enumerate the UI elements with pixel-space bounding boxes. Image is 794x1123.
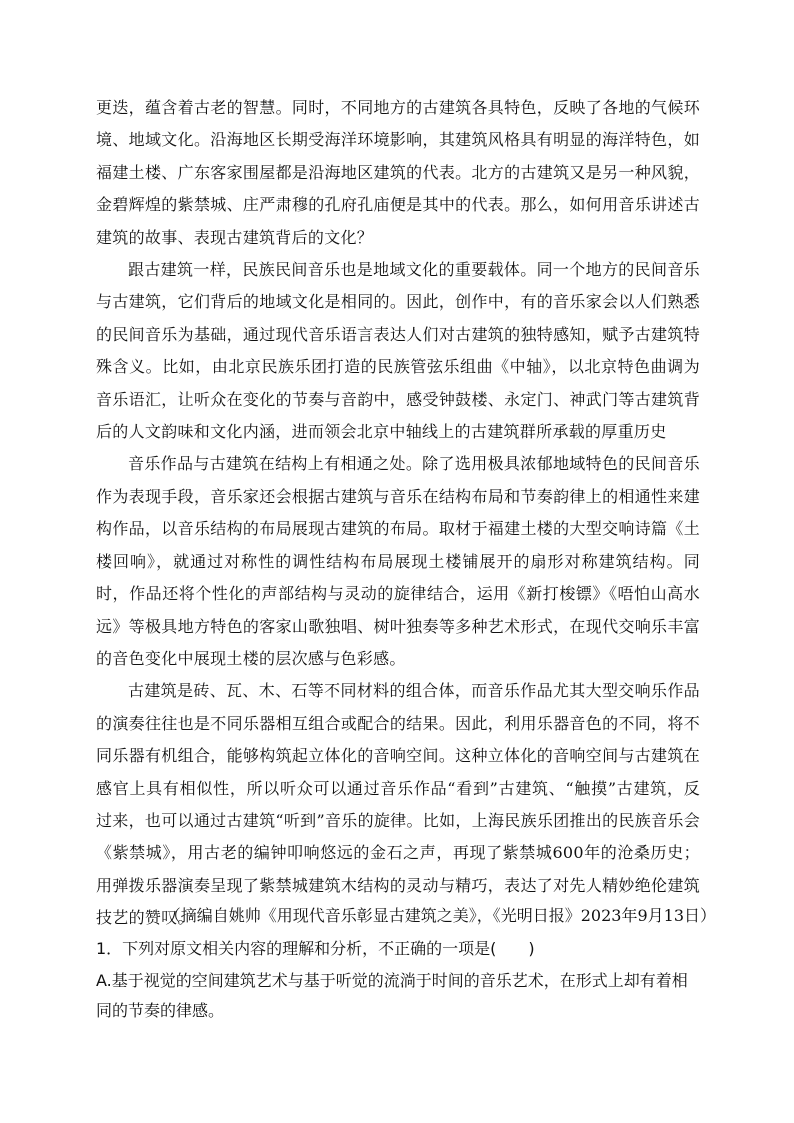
question-block: [96, 934, 700, 1026]
question-option-a: A.基于视觉的空间建筑艺术与基于听觉的流淌于时间的音乐艺术，在形式上却有着相同的节奏的律感。: [96, 971, 688, 1020]
article-source: （摘编自姚帅《用现代音乐彰显古建筑之美》，《光明日报》2023年9月13日）: [164, 906, 716, 925]
article-paragraph-2: 跟古建筑一样，民族民间音乐也是地域文化的重要载体。同一个地方的民间音乐与古建筑，它们背后的地域文化是相同的。因此，创作中，有的音乐家会以人们熟悉的民间音乐为基础，通过现代音乐语言表达人们对古建筑的独特感知，赋予古建筑特殊含义。比如，由北京民族乐团打造的民族管弦乐组曲《中轴》，以北京特色曲调为音乐语汇，让听众在变化的节奏与音韵中，感受钟鼓楼、永定门、神武门等古建筑背后的人文韵味和文化内涵，进而领会北京中轴线上的古建筑群所承载的厚重历史: [96, 260, 700, 442]
article-paragraph-3: 音乐作品与古建筑在结构上有相通之处。除了选用极具浓郁地域特色的民间音乐作为表现手段，音乐家还会根据古建筑与音乐在结构布局和节奏韵律上的相通性来建构作品，以音乐结构的布局展现古建筑的布局。取材于福建土楼的大型交响诗篇《土楼回响》，就通过对称性的调性结构布局展现土楼铺展开的扇形对称建筑结构。同时，作品还将个性化的声部结构与灵动的旋律结合，运用《新打梭镖》《唔怕山高水远》等极具地方特色的客家山歌独唱、树叶独奏等多种艺术形式，在现代交响乐丰富的音色变化中展现土楼的层次感与色彩感。: [96, 454, 700, 668]
article-body: [96, 92, 700, 935]
article-paragraph-4: 古建筑是砖、瓦、木、石等不同材料的组合体，而音乐作品尤其大型交响乐作品的演奏往往也是不同乐器相互组合或配合的结果。因此，利用乐器音色的不同，将不同乐器有机组合，能够构筑起立体化的音响空间。这种立体化的音响空间与古建筑在感官上具有相似性，所以听众可以通过音乐作品“看到”古建筑、“触摸”古建筑，反过来，也可以通过古建筑“听到”音乐的旋律。比如，上海民族乐团推出的民族音乐会《紫禁城》，用古老的编钟叩响悠远的金石之声，再现了紫禁城600年的沧桑历史；用弹拨乐器演奏呈现了紫禁城建筑木结构的灵动与精巧，表达了对先人精妙绝伦建筑技艺的赞叹。: [96, 681, 700, 928]
article-paragraph-1: 更迭，蕴含着古老的智慧。同时，不同地方的古建筑各具特色，反映了各地的气候环境、地域文化。沿海地区长期受海洋环境影响，其建筑风格具有明显的海洋特色，如福建土楼、广东客家围屋都是沿海地区建筑的代表。北方的古建筑又是另一种风貌，金碧辉煌的紫禁城、庄严肃穆的孔府孔庙便是其中的代表。那么，如何用音乐讲述古建筑的故事、表现古建筑背后的文化？: [96, 98, 700, 247]
question-stem: 1．下列对原文相关内容的理解和分析，不正确的一项是( ): [96, 939, 535, 958]
